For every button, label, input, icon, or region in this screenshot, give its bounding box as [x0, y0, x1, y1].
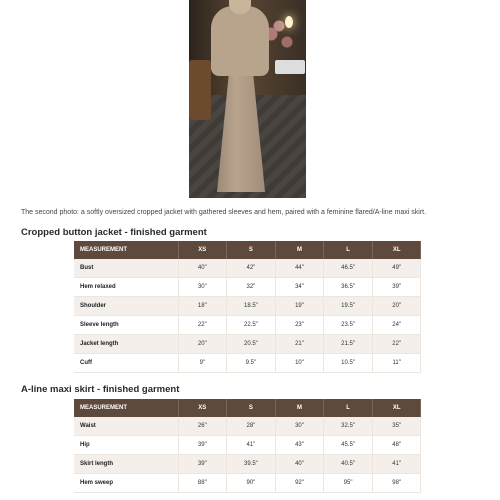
row-label: Shoulder — [74, 297, 178, 316]
table-cell: 88" — [178, 474, 227, 493]
row-label: Hem sweep — [74, 474, 178, 493]
product-photo — [189, 0, 306, 198]
table-row — [74, 474, 421, 493]
header-cell: S — [227, 399, 276, 417]
table-row — [74, 316, 421, 335]
table-cell: 41" — [372, 455, 421, 474]
table-cell: 22" — [178, 316, 227, 335]
table-cell: 35" — [372, 417, 421, 436]
header-cell: MEASUREMENT — [74, 241, 178, 259]
table-cell: 42" — [227, 259, 276, 278]
cropped-jacket-figure — [211, 6, 269, 76]
photo-caption: The second photo: a softly oversized cropped jacket with gathered sleeves and hem, paired with a feminine flared/A-line maxi skirt. — [21, 209, 427, 216]
table-cell: 22" — [372, 335, 421, 354]
table-cell: 40" — [178, 259, 227, 278]
table-row — [74, 455, 421, 474]
jacket-table-title: Cropped button jacket - finished garment — [21, 227, 207, 238]
lamp-light — [285, 16, 293, 28]
header-cell: XS — [178, 399, 227, 417]
header-cell: M — [275, 399, 324, 417]
table-cell: 32" — [227, 278, 276, 297]
table-cell: 34" — [275, 278, 324, 297]
table-row — [74, 436, 421, 455]
table-cell: 39.5" — [227, 455, 276, 474]
table-cell: 20.5" — [227, 335, 276, 354]
table-cell: 45.5" — [324, 436, 373, 455]
row-label: Jacket length — [74, 335, 178, 354]
table-header-row — [74, 399, 421, 417]
table-cell: 30" — [275, 417, 324, 436]
header-cell: MEASUREMENT — [74, 399, 178, 417]
table-cell: 18" — [178, 297, 227, 316]
table-cell: 48" — [372, 436, 421, 455]
header-cell: XS — [178, 241, 227, 259]
table-cell: 36.5" — [324, 278, 373, 297]
table-cell: 21" — [275, 335, 324, 354]
table-cell: 49" — [372, 259, 421, 278]
table-cell: 44" — [275, 259, 324, 278]
row-label: Hip — [74, 436, 178, 455]
row-label: Waist — [74, 417, 178, 436]
table-cell: 21.5" — [324, 335, 373, 354]
table-row — [74, 297, 421, 316]
table-cell: 10" — [275, 354, 324, 373]
table-cell: 90" — [227, 474, 276, 493]
header-cell: XL — [372, 399, 421, 417]
table-cell: 43" — [275, 436, 324, 455]
table-cell: 28" — [227, 417, 276, 436]
table-cell: 39" — [178, 436, 227, 455]
table-cell: 9.5" — [227, 354, 276, 373]
header-cell: XL — [372, 241, 421, 259]
table-cell: 30" — [178, 278, 227, 297]
table-cell: 19" — [275, 297, 324, 316]
table-cell: 20" — [372, 297, 421, 316]
table-cell: 95" — [324, 474, 373, 493]
row-label: Cuff — [74, 354, 178, 373]
table-cell: 41" — [227, 436, 276, 455]
skirt-size-table — [74, 399, 421, 493]
table-cell: 39" — [178, 455, 227, 474]
header-cell: S — [227, 241, 276, 259]
table-cell: 40.5" — [324, 455, 373, 474]
table-cell: 24" — [372, 316, 421, 335]
header-cell: M — [275, 241, 324, 259]
table-cell: 46.5" — [324, 259, 373, 278]
table-cell: 22.5" — [227, 316, 276, 335]
cafe-table — [275, 60, 305, 74]
jacket-size-table — [74, 241, 421, 373]
table-row — [74, 417, 421, 436]
table-cell: 18.5" — [227, 297, 276, 316]
table-row — [74, 335, 421, 354]
table-cell: 40" — [275, 455, 324, 474]
header-cell: L — [324, 241, 373, 259]
table-row — [74, 278, 421, 297]
table-cell: 11" — [372, 354, 421, 373]
skirt-table-title: A-line maxi skirt - finished garment — [21, 384, 180, 395]
table-header-row — [74, 241, 421, 259]
table-row — [74, 354, 421, 373]
table-cell: 10.5" — [324, 354, 373, 373]
table-cell: 92" — [275, 474, 324, 493]
table-cell: 23" — [275, 316, 324, 335]
table-cell: 9" — [178, 354, 227, 373]
table-cell: 19.5" — [324, 297, 373, 316]
table-cell: 26" — [178, 417, 227, 436]
row-label: Bust — [74, 259, 178, 278]
table-row — [74, 259, 421, 278]
chair — [189, 60, 211, 120]
table-cell: 98" — [372, 474, 421, 493]
row-label: Sleeve length — [74, 316, 178, 335]
table-cell: 39" — [372, 278, 421, 297]
table-cell: 23.5" — [324, 316, 373, 335]
table-cell: 32.5" — [324, 417, 373, 436]
row-label: Hem relaxed — [74, 278, 178, 297]
table-cell: 20" — [178, 335, 227, 354]
row-label: Skirt length — [74, 455, 178, 474]
header-cell: L — [324, 399, 373, 417]
